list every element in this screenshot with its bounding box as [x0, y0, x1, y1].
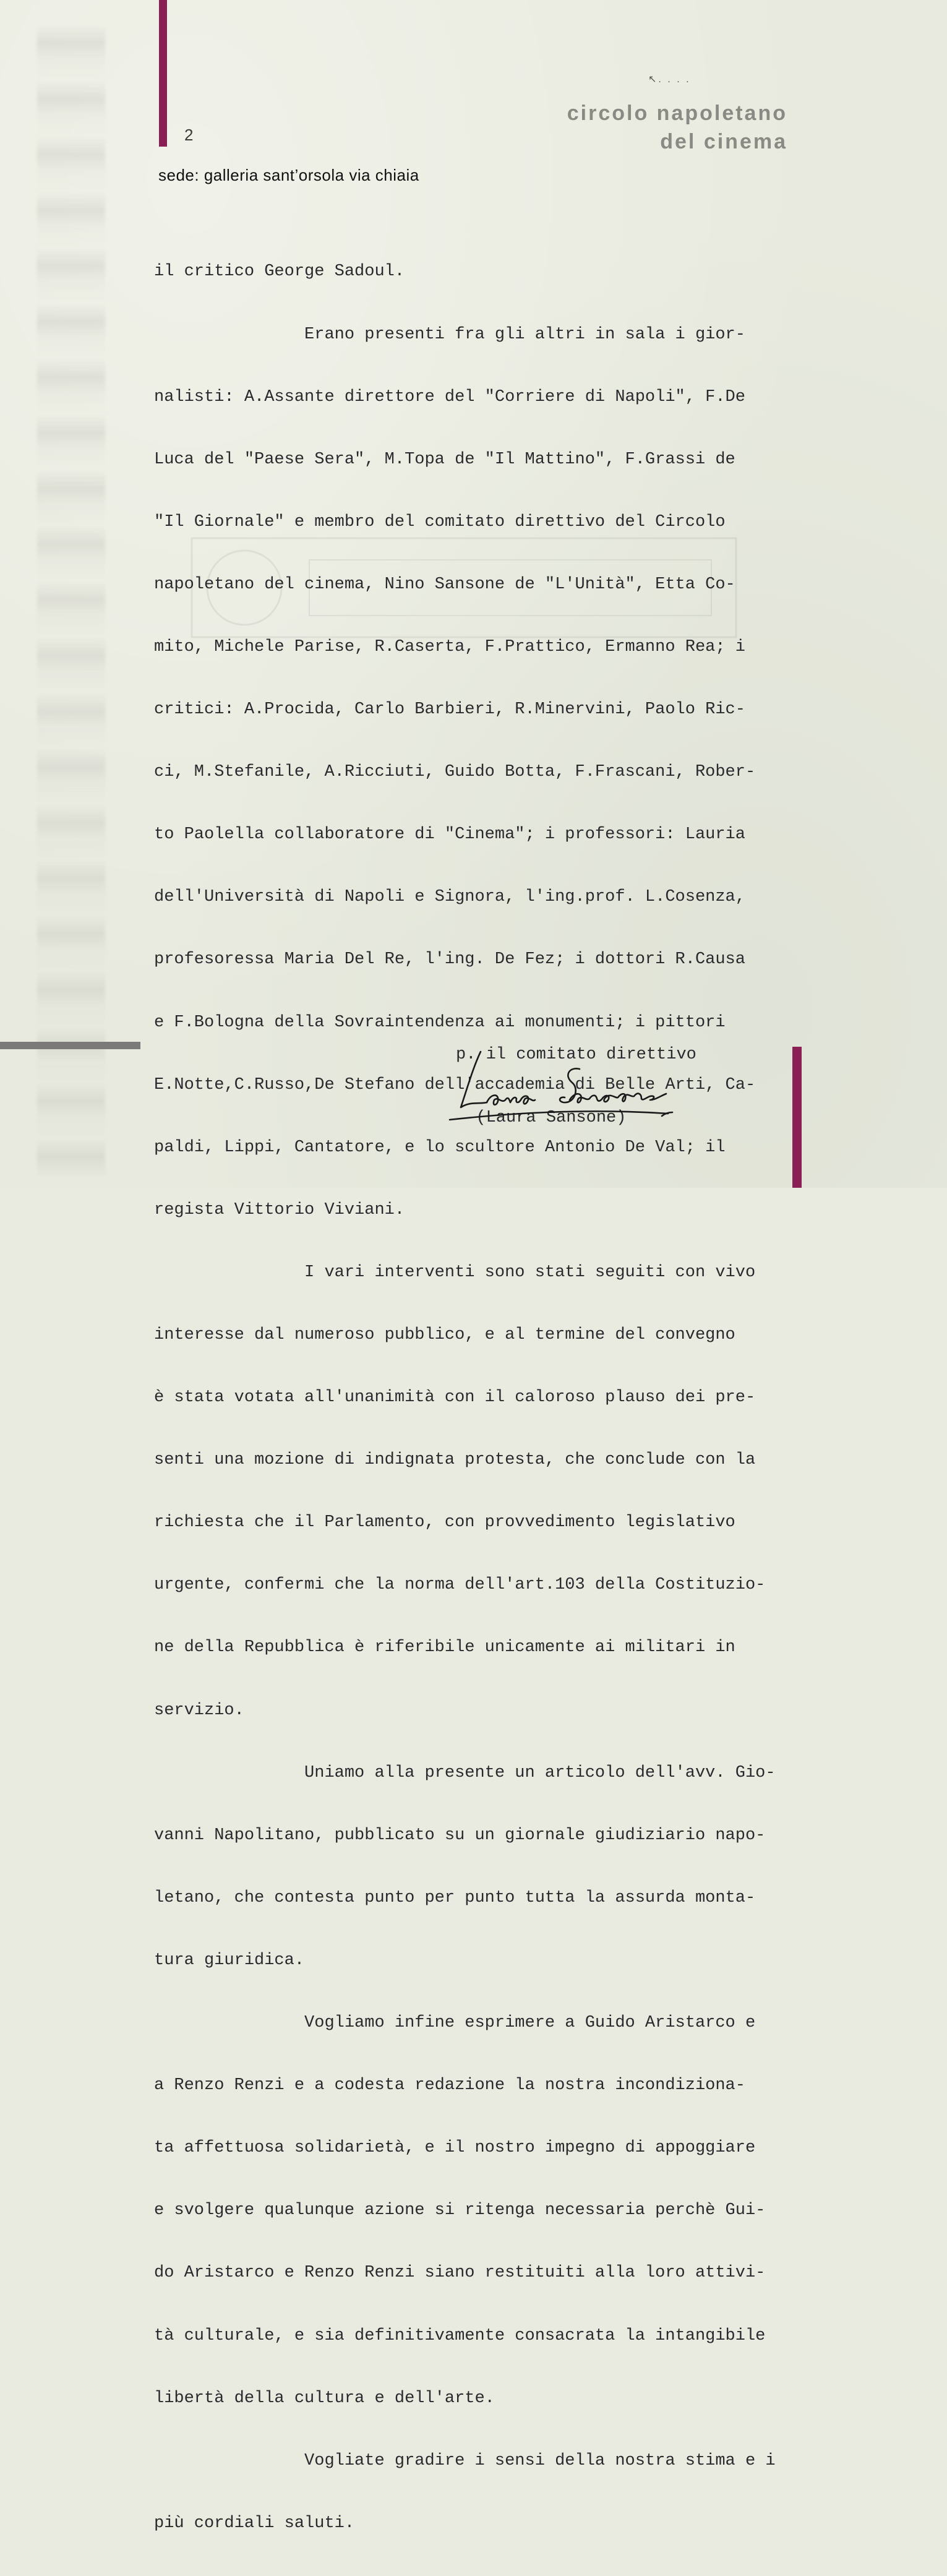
body-line: servizio. — [154, 1701, 244, 1720]
body-line: urgente, confermi che la norma dell'art.103 della Costituzio- — [154, 1576, 766, 1595]
body-line: senti una mozione di indignata protesta, che conclude con la — [154, 1451, 756, 1470]
organization-address: sede: galleria sant’orsola via chiaia — [158, 166, 419, 184]
body-line: più cordiali saluti. — [154, 2514, 355, 2533]
body-line: dell'Università di Napoli e Signora, l'ing.prof. L.Cosenza, — [154, 888, 745, 907]
page-number: 2 — [184, 126, 194, 144]
body-line: a Renzo Renzi e a codesta redazione la nostra incondiziona- — [154, 2076, 745, 2095]
body-line: è stata votata all'unanimità con il caloroso plauso dei pre- — [154, 1388, 756, 1407]
body-line: mito, Michele Parise, R.Caserta, F.Prattico, Ermanno Rea; i — [154, 637, 745, 656]
body-line: paldi, Lippi, Cantatore, e lo scultore Antonio De Val; il — [154, 1138, 726, 1157]
body-line: I vari interventi sono stati seguiti con vivo — [154, 1263, 756, 1282]
closing-committee-line: p. il comitato direttivo — [456, 1045, 696, 1064]
body-line: critici: A.Procida, Carlo Barbieri, R.Minervini, Paolo Ric- — [154, 700, 745, 719]
body-line: tà culturale, e sia definitivamente consacrata la intangibile — [154, 2326, 766, 2345]
letter-body — [154, 220, 822, 2576]
closing-signatory-name: (Laura Sansone) — [456, 1109, 627, 1127]
body-line: interesse dal numeroso pubblico, e al termine del convegno — [154, 1326, 735, 1344]
body-line: Erano presenti fra gli altri in sala i gior- — [154, 325, 745, 344]
body-line: libertà della cultura e dell'arte. — [154, 2389, 495, 2408]
body-line: regista Vittorio Viviani. — [154, 1200, 405, 1219]
body-line: Vogliamo infine esprimere a Guido Aristarco e — [154, 2014, 756, 2033]
body-line: tura giuridica. — [154, 1951, 305, 1970]
body-line: il critico George Sadoul. — [154, 262, 405, 281]
body-line: Uniamo alla presente un articolo dell'avv. Gio- — [154, 1763, 776, 1782]
body-line: profesoressa Maria Del Re, l'ing. De Fez; i dottori R.Causa — [154, 950, 745, 969]
body-line: napoletano del cinema, Nino Sansone de "L'Unità", Etta Co- — [154, 575, 735, 594]
body-line: "Il Giornale" e membro del comitato direttivo del Circolo — [154, 512, 726, 531]
handwritten-signature — [442, 1039, 714, 1126]
organization-letterhead — [567, 99, 787, 156]
body-line: e svolgere qualunque azione si ritenga necessaria perchè Gui- — [154, 2201, 766, 2220]
body-line: Vogliate gradire i sensi della nostra stima e i — [154, 2451, 776, 2470]
body-line: to Paolella collaboratore di "Cinema"; i professori: Lauria — [154, 825, 745, 844]
body-line: e F.Bologna della Sovraintendenza ai monumenti; i pittori — [154, 1013, 726, 1032]
body-line: nalisti: A.Assante direttore del "Corriere di Napoli", F.De — [154, 387, 745, 406]
body-line: ci, M.Stefanile, A.Ricciuti, Guido Botta, F.Frascani, Rober- — [154, 763, 756, 782]
letterhead-grey-rule — [0, 1042, 140, 1049]
organization-name-line1: circolo napoletano — [567, 101, 787, 125]
body-line: ne della Repubblica è riferibile unicamente ai militari in — [154, 1638, 735, 1657]
pencil-mark: ↖. . . . — [648, 74, 691, 85]
body-line: do Aristarco e Renzo Renzi siano restituiti alla loro attivi- — [154, 2264, 766, 2283]
body-line: letano, che contesta punto per punto tutta la assurda monta- — [154, 1888, 756, 1907]
body-line: vanni Napolitano, pubblicato su un giornale giudiziario napo- — [154, 1826, 766, 1845]
paper-bleed-through — [37, 25, 105, 1175]
body-line: Luca del "Paese Sera", M.Topa de "Il Mattino", F.Grassi de — [154, 450, 735, 469]
body-line: ta affettuosa solidarietà, e il nostro impegno di appoggiare — [154, 2139, 756, 2158]
body-line: E.Notte,C.Russo,De Stefano dell'accademia di Belle Arti, Ca- — [154, 1075, 756, 1094]
body-line: richiesta che il Parlamento, con provvedimento legislativo — [154, 1513, 735, 1532]
organization-name-line2: del cinema — [660, 130, 787, 153]
letterhead-accent-bar-top — [159, 0, 167, 147]
